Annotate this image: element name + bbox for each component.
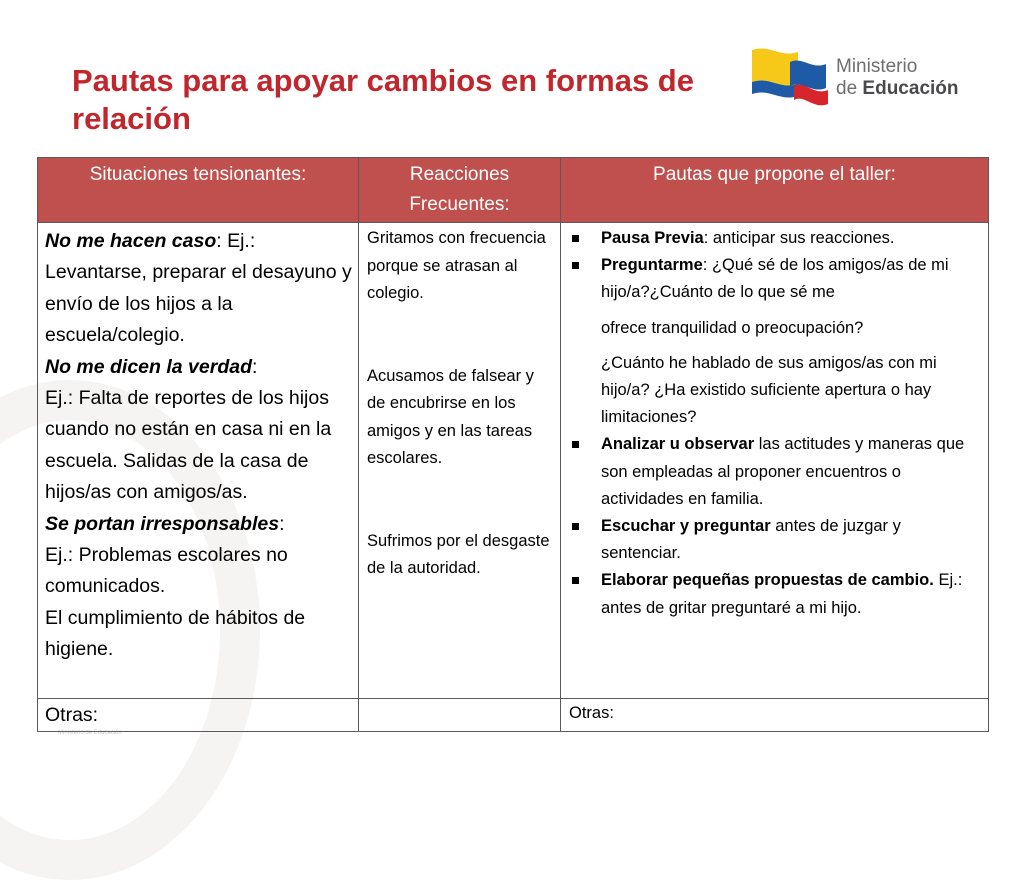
- situacion-text: :: [252, 355, 258, 378]
- pauta-text: : ¿Qué sé de los amigos/as de mi hijo/a?¿Cuánto de lo que sé me: [601, 256, 949, 302]
- pauta-text: : anticipar sus reacciones.: [703, 229, 895, 247]
- pauta-text: Ej.: antes de gritar preguntaré a mi hijo.: [601, 571, 963, 617]
- situacion-item: Ej.: Problemas escolares no comunicados.: [45, 544, 288, 598]
- pauta-text-cont: ofrece tranquilidad o preocupación?: [601, 318, 864, 337]
- reaccion-item: Acusamos de falsear y de encubrirse en los amigos y en las tareas escolares.: [367, 366, 534, 467]
- situacion-item: [45, 226, 352, 352]
- situacion-text: : Ej.: Levantarse, preparar el desayuno y envío de los hijos a la escuela/colegio.: [45, 230, 352, 347]
- situacion-item: [45, 509, 352, 540]
- bullet-icon: [572, 235, 579, 242]
- otras-empty-cell: [359, 699, 561, 732]
- situacion-item: El cumplimiento de hábitos de higiene.: [45, 606, 306, 661]
- logo-line2-bold: Educación: [862, 78, 959, 99]
- pauta-title: Pausa Previa: [601, 229, 704, 247]
- pautas-cell: [561, 223, 989, 699]
- pauta-title: Analizar u observar: [601, 435, 755, 454]
- bullet-icon: [572, 441, 579, 448]
- list-item: [569, 431, 982, 513]
- reaccion-item: Sufrimos por el desgaste de la autoridad.: [367, 531, 550, 577]
- situacion-item: [45, 352, 352, 383]
- pautas-list: [569, 225, 982, 622]
- reaccion-item: Gritamos con frecuencia porque se atrasan al colegio.: [367, 229, 546, 302]
- pauta-text-cont: ¿Cuánto he hablado de sus amigos/as con mi hijo/a? ¿Ha existido suficiente apertura o hay limitaciones?: [601, 353, 937, 427]
- bullet-icon: [572, 262, 579, 269]
- situacion-title: No me dicen la verdad: [45, 355, 252, 378]
- otras-right-cell: Otras:: [561, 699, 989, 732]
- pautas-table: [37, 157, 989, 732]
- logo-text: [836, 56, 959, 100]
- list-item: [569, 225, 982, 252]
- situacion-title: Se portan irresponsables: [45, 512, 280, 535]
- flag-logo-icon: [750, 44, 832, 116]
- header-pautas: Pautas que propone el taller:: [561, 158, 989, 223]
- pauta-title: Escuchar y preguntar: [601, 517, 771, 536]
- table-row-otras: [38, 699, 989, 732]
- logo-line2-prefix: de: [836, 78, 863, 99]
- logo-line1: Ministerio: [836, 56, 918, 77]
- pauta-text: las actitudes y maneras que son empleadas al proponer encuentros o actividades en familia.: [601, 435, 965, 508]
- situacion-item: Ej.: Falta de reportes de los hijos cuando no están en casa ni en la escuela. Salidas de la casa de hijos/as con amigos/as.: [45, 387, 332, 504]
- list-item: [569, 567, 982, 621]
- bullet-icon: [572, 523, 579, 530]
- header-reacciones: Reacciones Frecuentes:: [359, 158, 561, 223]
- ministerio-logo: [750, 44, 980, 116]
- footer-watermark: Ministerio de Educación: [58, 730, 122, 736]
- otras-left-cell: Otras:: [38, 699, 359, 732]
- pauta-title: Elaborar pequeñas propuestas de cambio.: [601, 571, 934, 590]
- situacion-title: No me hacen caso: [45, 230, 217, 252]
- situaciones-cell: [38, 223, 359, 699]
- list-item: [569, 513, 982, 567]
- situacion-text: :: [279, 512, 285, 535]
- pauta-title: Preguntarme: [601, 256, 703, 275]
- list-item: [569, 252, 982, 431]
- table-header-row: [38, 158, 989, 223]
- header-situaciones: Situaciones tensionantes:: [38, 158, 359, 223]
- table-row: [38, 223, 989, 699]
- page-title: Pautas para apoyar cambios en formas de relación: [72, 63, 694, 136]
- pauta-text: antes de juzgar y sentenciar.: [601, 517, 901, 563]
- bullet-icon: [572, 577, 579, 584]
- reacciones-cell: [359, 223, 561, 699]
